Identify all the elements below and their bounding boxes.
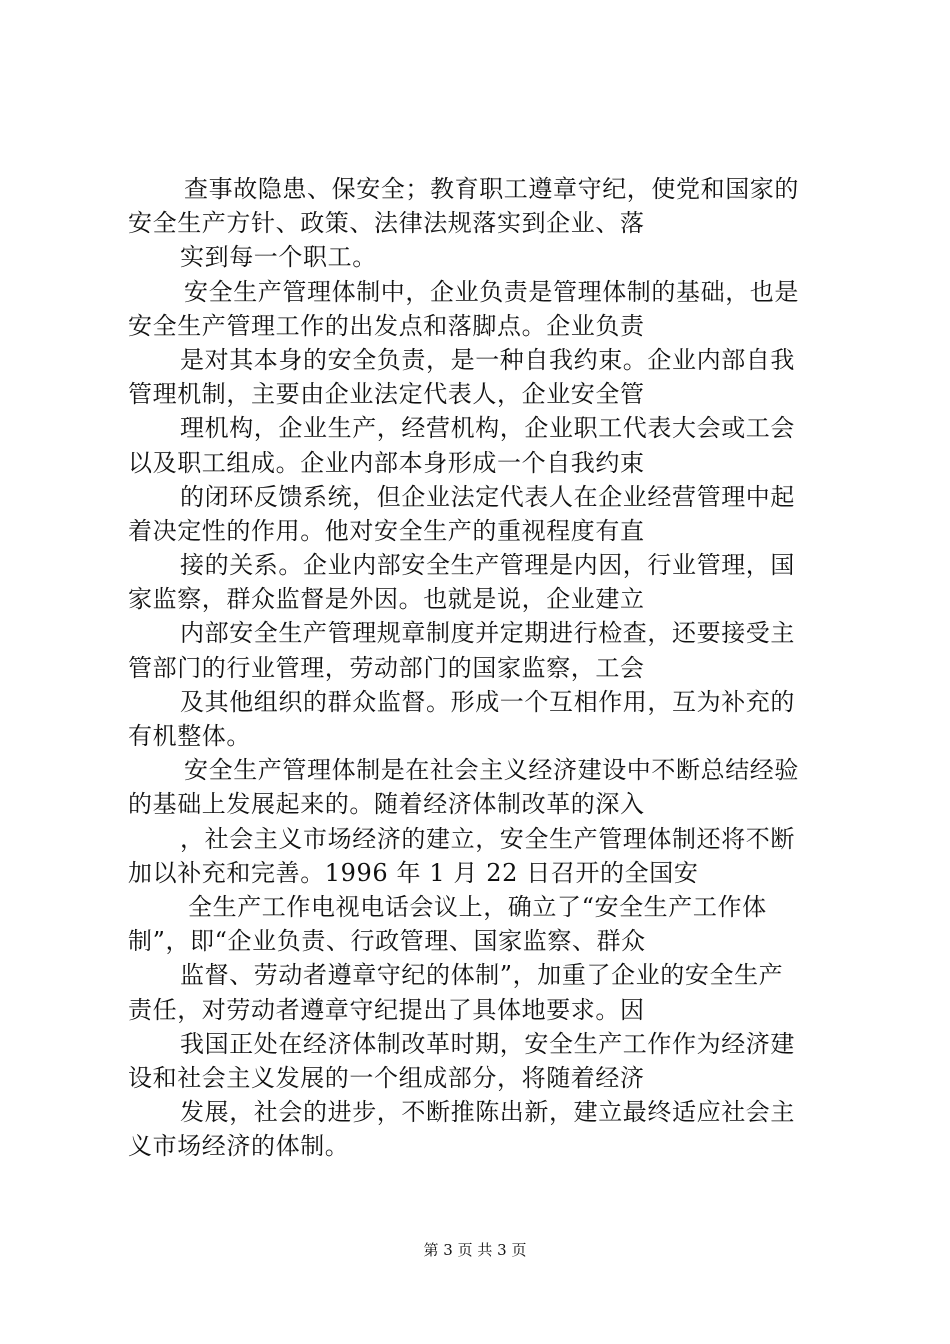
text-line: 理机构，企业生产，经营机构，企业职工代表大会或工会 bbox=[180, 414, 795, 443]
text-line: 家监察，群众监督是外因。也就是说，企业建立 bbox=[128, 585, 645, 614]
text-line: 及其他组织的群众监督。形成一个互相作用，互为补充的 bbox=[180, 687, 795, 716]
text-line: 接的关系。企业内部安全生产管理是内因，行业管理，国 bbox=[180, 551, 795, 580]
text-line: 的闭环反馈系统，但企业法定代表人在企业经营管理中起 bbox=[180, 482, 795, 511]
text-line: 的基础上发展起来的。随着经济体制改革的深入 bbox=[128, 790, 645, 819]
text-line: 安全生产管理体制是在社会主义经济建设中不断总结经验 bbox=[184, 756, 799, 785]
text-line: 以及职工组成。企业内部本身形成一个自我约束 bbox=[128, 448, 645, 477]
text-line: 义市场经济的体制。 bbox=[128, 1132, 350, 1161]
text-line: 是对其本身的安全负责，是一种自我约束。企业内部自我 bbox=[180, 345, 795, 374]
text-line: 查事故隐患、保安全；教育职工遵章守纪，使党和国家的 bbox=[184, 175, 799, 203]
text-line: 制”，即“企业负责、行政管理、国家监察、群众 bbox=[128, 927, 646, 956]
text-line: 监督、劳动者遵章守纪的体制”，加重了企业的安全生产 bbox=[180, 961, 784, 990]
text-line: 管部门的行业管理，劳动部门的国家监察，工会 bbox=[128, 653, 645, 682]
text-line: 着决定性的作用。他对安全生产的重视程度有直 bbox=[128, 516, 645, 545]
text-line: 安全生产管理体制中，企业负责是管理体制的基础，也是 bbox=[184, 277, 799, 306]
text-line: 内部安全生产管理规章制度并定期进行检查，还要接受主 bbox=[180, 619, 795, 648]
text-line: 发展，社会的进步，不断推陈出新，建立最终适应社会主 bbox=[180, 1098, 795, 1127]
text-line: 管理机制，主要由企业法定代表人，企业安全管 bbox=[128, 380, 645, 409]
page-footer bbox=[0, 1240, 950, 1260]
text-line: 实到每一个职工。 bbox=[180, 243, 377, 272]
text-line: 有机整体。 bbox=[128, 722, 251, 750]
body-text bbox=[128, 172, 848, 1163]
text-line: 设和社会主义发展的一个组成部分，将随着经济 bbox=[128, 1063, 645, 1092]
text-line: 责任，对劳动者遵章守纪提出了具体地要求。因 bbox=[128, 995, 645, 1024]
text-line: ，社会主义市场经济的建立，安全生产管理体制还将不断 bbox=[180, 824, 795, 853]
text-line: 安全生产方针、政策、法律法规落实到企业、落 bbox=[128, 209, 645, 238]
text-line: 加以补充和完善。1996 年 1 月 22 日召开的全国安 bbox=[128, 858, 699, 887]
text-line: 安全生产管理工作的出发点和落脚点。企业负责 bbox=[128, 311, 645, 340]
text-line: 全生产工作电视电话会议上，确立了“安全生产工作体 bbox=[188, 892, 767, 921]
text-line: 我国正处在经济体制改革时期，安全生产工作作为经济建 bbox=[180, 1029, 795, 1058]
page-number-label: 第 3 页 共 3 页 bbox=[423, 1241, 527, 1259]
